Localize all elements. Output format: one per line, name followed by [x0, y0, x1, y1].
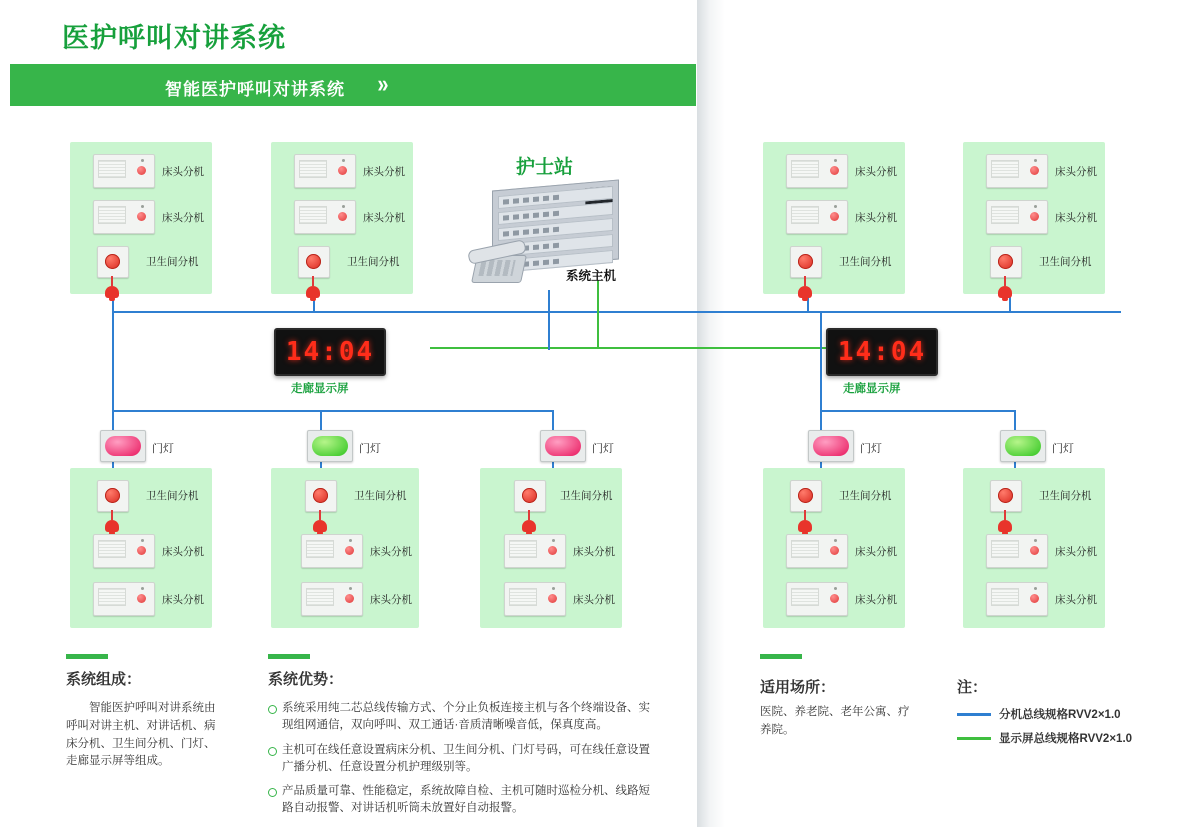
nurse-station-title: 护士站 [516, 157, 574, 178]
speaker-grill-icon [791, 206, 819, 224]
device-label: 卫生间分机 [560, 490, 613, 502]
device-label: 床头分机 [162, 594, 204, 606]
device-label: 卫生间分机 [146, 490, 199, 502]
bell-icon [105, 286, 119, 298]
emergency-button-icon [105, 254, 120, 269]
indicator-dot-icon [342, 159, 345, 162]
device-label: 卫生间分机 [1039, 490, 1092, 502]
bell-icon [998, 286, 1012, 298]
speaker-grill-icon [98, 160, 126, 178]
door-lamp-2[interactable] [307, 430, 353, 462]
pull-cord-icon [312, 276, 314, 286]
wire-segment [1014, 410, 1016, 432]
corridor-display-right[interactable] [826, 328, 938, 376]
corridor-display-time: 14:04 [837, 337, 927, 367]
indicator-dot-icon [834, 539, 837, 542]
device-label: 卫生间分机 [146, 256, 199, 268]
device-label: 卫生间分机 [354, 490, 407, 502]
device-label: 床头分机 [162, 166, 204, 178]
corridor-display-left[interactable] [274, 328, 386, 376]
call-button-icon [137, 166, 146, 175]
legend-swatch-blue [957, 713, 991, 716]
device-label: 床头分机 [162, 546, 204, 558]
section-rule [268, 654, 310, 659]
call-button-icon [338, 212, 347, 221]
call-button-icon [137, 546, 146, 555]
room-bottom-1 [70, 468, 212, 628]
host-handset[interactable] [468, 245, 530, 285]
wire-segment [820, 311, 822, 411]
emergency-button-icon [798, 254, 813, 269]
door-lamp-label: 门灯 [152, 443, 174, 455]
device-label: 床头分机 [1055, 594, 1097, 606]
call-button-icon [830, 594, 839, 603]
wire-segment [320, 410, 322, 432]
bathroom-unit-device[interactable] [990, 480, 1022, 512]
room-bottom-5 [963, 468, 1105, 628]
emergency-button-icon [306, 254, 321, 269]
lamp-lens-icon [813, 436, 849, 456]
door-lamp-label: 门灯 [1052, 443, 1074, 455]
speaker-grill-icon [299, 206, 327, 224]
lamp-lens-icon [105, 436, 141, 456]
pull-cord-icon [528, 510, 530, 520]
note-title: 注： [957, 679, 988, 696]
device-label: 床头分机 [855, 166, 897, 178]
pull-cord-icon [804, 276, 806, 286]
bell-icon [306, 286, 320, 298]
room-bottom-2 [271, 468, 419, 628]
call-button-icon [1030, 212, 1039, 221]
bathroom-unit-device[interactable] [97, 480, 129, 512]
speaker-grill-icon [991, 206, 1019, 224]
legend-label: 分机总线规格RVV2×1.0 [999, 709, 1121, 721]
bed-unit-device[interactable] [504, 582, 566, 616]
device-label: 床头分机 [370, 594, 412, 606]
room-top-4 [963, 142, 1105, 294]
room-top-1 [70, 142, 212, 294]
call-button-icon [345, 546, 354, 555]
device-label: 卫生间分机 [347, 256, 400, 268]
device-label: 卫生间分机 [839, 256, 892, 268]
bathroom-unit-device[interactable] [790, 480, 822, 512]
call-button-icon [548, 546, 557, 555]
call-button-icon [830, 166, 839, 175]
speaker-grill-icon [98, 540, 126, 558]
room-top-2 [271, 142, 413, 294]
section-rule [760, 654, 802, 659]
device-label: 床头分机 [573, 546, 615, 558]
page-fold-shadow [697, 0, 725, 827]
device-label: 床头分机 [363, 166, 405, 178]
call-button-icon [345, 594, 354, 603]
pull-cord-icon [111, 510, 113, 520]
speaker-grill-icon [98, 206, 126, 224]
door-lamp-5[interactable] [1000, 430, 1046, 462]
bed-unit-device[interactable] [294, 154, 356, 188]
bed-unit-device[interactable] [786, 582, 848, 616]
wire-segment [820, 410, 822, 432]
bathroom-unit-device[interactable] [97, 246, 129, 278]
call-button-icon [1030, 594, 1039, 603]
room-bottom-4 [763, 468, 905, 628]
emergency-button-icon [105, 488, 120, 503]
device-label: 床头分机 [573, 594, 615, 606]
advantages-title: 系统优势： [268, 671, 344, 688]
device-label: 卫生间分机 [1039, 256, 1092, 268]
speaker-grill-icon [306, 540, 334, 558]
bathroom-unit-device[interactable] [514, 480, 546, 512]
call-button-icon [1030, 166, 1039, 175]
call-button-icon [338, 166, 347, 175]
bed-unit-device[interactable] [786, 534, 848, 568]
device-label: 卫生间分机 [839, 490, 892, 502]
indicator-dot-icon [1034, 539, 1037, 542]
bed-unit-device[interactable] [93, 534, 155, 568]
bell-icon [798, 286, 812, 298]
bell-icon [313, 520, 327, 532]
speaker-grill-icon [509, 588, 537, 606]
bed-unit-device[interactable] [301, 534, 363, 568]
banner [10, 64, 696, 106]
composition-title: 系统组成： [66, 671, 142, 688]
speaker-grill-icon [306, 588, 334, 606]
door-lamp-label: 门灯 [592, 443, 614, 455]
bed-unit-device[interactable] [786, 200, 848, 234]
device-label: 床头分机 [370, 546, 412, 558]
lamp-lens-icon [1005, 436, 1041, 456]
system-host-label: 系统主机 [566, 269, 617, 283]
indicator-dot-icon [834, 587, 837, 590]
door-lamp-label: 门灯 [860, 443, 882, 455]
indicator-dot-icon [141, 587, 144, 590]
bed-unit-device[interactable] [786, 154, 848, 188]
device-label: 床头分机 [363, 212, 405, 224]
speaker-grill-icon [509, 540, 537, 558]
wire-segment [112, 311, 114, 411]
call-button-icon [830, 546, 839, 555]
handset-keypad [478, 260, 515, 276]
lamp-lens-icon [312, 436, 348, 456]
wire-main-bus [112, 311, 1121, 313]
bed-unit-device[interactable] [93, 582, 155, 616]
scenarios-title: 适用场所： [760, 679, 836, 696]
wire-segment [552, 410, 554, 432]
pull-cord-icon [1004, 276, 1006, 286]
advantages-list [268, 700, 650, 825]
bathroom-unit-device[interactable] [790, 246, 822, 278]
bed-unit-device[interactable] [986, 534, 1048, 568]
bell-icon [798, 520, 812, 532]
speaker-grill-icon [299, 160, 327, 178]
legend-label: 显示屏总线规格RVV2×1.0 [999, 733, 1133, 745]
room-top-3 [763, 142, 905, 294]
call-button-icon [830, 212, 839, 221]
corridor-display-label: 走廊显示屏 [843, 383, 901, 395]
indicator-dot-icon [1034, 205, 1037, 208]
wire-bottom-bus-left [112, 410, 554, 412]
indicator-dot-icon [141, 159, 144, 162]
speaker-grill-icon [791, 588, 819, 606]
bathroom-unit-device[interactable] [298, 246, 330, 278]
pull-cord-icon [804, 510, 806, 520]
bed-unit-device[interactable] [986, 154, 1048, 188]
speaker-grill-icon [791, 540, 819, 558]
bell-icon [105, 520, 119, 532]
banner-title: 智能医护呼叫对讲系统 [165, 80, 345, 99]
indicator-dot-icon [1034, 587, 1037, 590]
speaker-grill-icon [991, 588, 1019, 606]
device-label: 床头分机 [855, 212, 897, 224]
emergency-button-icon [522, 488, 537, 503]
speaker-grill-icon [98, 588, 126, 606]
indicator-dot-icon [552, 587, 555, 590]
door-lamp-3[interactable] [540, 430, 586, 462]
bed-unit-device[interactable] [294, 200, 356, 234]
bed-unit-device[interactable] [301, 582, 363, 616]
indicator-dot-icon [349, 587, 352, 590]
list-item: 产品质量可靠、性能稳定，系统故障自检、主机可随时巡检分机、线路短路自动报警、对讲话机听筒未放置好自动报警。 [268, 783, 650, 818]
wire-host-green [597, 280, 599, 348]
pull-cord-icon [111, 276, 113, 286]
bathroom-unit-device[interactable] [305, 480, 337, 512]
device-label: 床头分机 [1055, 546, 1097, 558]
speaker-grill-icon [991, 540, 1019, 558]
door-lamp-label: 门灯 [359, 443, 381, 455]
room-bottom-3 [480, 468, 622, 628]
speaker-grill-icon [991, 160, 1019, 178]
bell-icon [522, 520, 536, 532]
device-label: 床头分机 [1055, 212, 1097, 224]
right-page [725, 0, 1180, 827]
wire-segment [112, 410, 114, 432]
legend-item-branch-bus [957, 706, 1121, 722]
device-label: 床头分机 [855, 546, 897, 558]
emergency-button-icon [798, 488, 813, 503]
indicator-dot-icon [1034, 159, 1037, 162]
composition-body: 智能医护呼叫对讲系统由呼叫对讲主机、对讲话机、病床分机、卫生间分机、门灯、走廊显示屏等组成。 [66, 702, 216, 768]
indicator-dot-icon [141, 539, 144, 542]
section-rule [66, 654, 108, 659]
scenarios-body: 医院、养老院、老年公寓、疗养院。 [760, 706, 910, 736]
chevron-right-icon: » [377, 70, 389, 98]
emergency-button-icon [998, 488, 1013, 503]
device-label: 床头分机 [162, 212, 204, 224]
call-button-icon [137, 594, 146, 603]
indicator-dot-icon [834, 205, 837, 208]
indicator-dot-icon [834, 159, 837, 162]
bed-unit-device[interactable] [986, 582, 1048, 616]
bathroom-unit-device[interactable] [990, 246, 1022, 278]
call-button-icon [137, 212, 146, 221]
lamp-lens-icon [545, 436, 581, 456]
call-button-icon [548, 594, 557, 603]
list-item: 主机可在线任意设置病床分机、卫生间分机、门灯号码，可在线任意设置广播分机、任意设置分机护理级别等。 [268, 742, 650, 777]
corridor-display-label: 走廊显示屏 [291, 383, 349, 395]
legend-item-display-bus [957, 730, 1132, 746]
bell-icon [998, 520, 1012, 532]
legend-swatch-green [957, 737, 991, 740]
indicator-dot-icon [141, 205, 144, 208]
wire-host-blue [548, 290, 550, 350]
indicator-dot-icon [342, 205, 345, 208]
door-lamp-1[interactable] [100, 430, 146, 462]
indicator-dot-icon [349, 539, 352, 542]
page-title: 医护呼叫对讲系统 [62, 23, 286, 53]
wire-bottom-bus-right [820, 410, 1016, 412]
bed-unit-device[interactable] [986, 200, 1048, 234]
bed-unit-device[interactable] [93, 200, 155, 234]
bed-unit-device[interactable] [93, 154, 155, 188]
pull-cord-icon [319, 510, 321, 520]
call-button-icon [1030, 546, 1039, 555]
speaker-grill-icon [791, 160, 819, 178]
door-lamp-4[interactable] [808, 430, 854, 462]
pull-cord-icon [1004, 510, 1006, 520]
device-label: 床头分机 [855, 594, 897, 606]
bed-unit-device[interactable] [504, 534, 566, 568]
emergency-button-icon [313, 488, 328, 503]
corridor-display-time: 14:04 [285, 337, 375, 367]
list-item: 系统采用纯二芯总线传输方式、个分止负板连接主机与各个终端设备、实现组网通信，双向呼叫、双工通话·音质清晰噪音低，保真度高。 [268, 700, 650, 735]
device-label: 床头分机 [1055, 166, 1097, 178]
indicator-dot-icon [552, 539, 555, 542]
emergency-button-icon [998, 254, 1013, 269]
